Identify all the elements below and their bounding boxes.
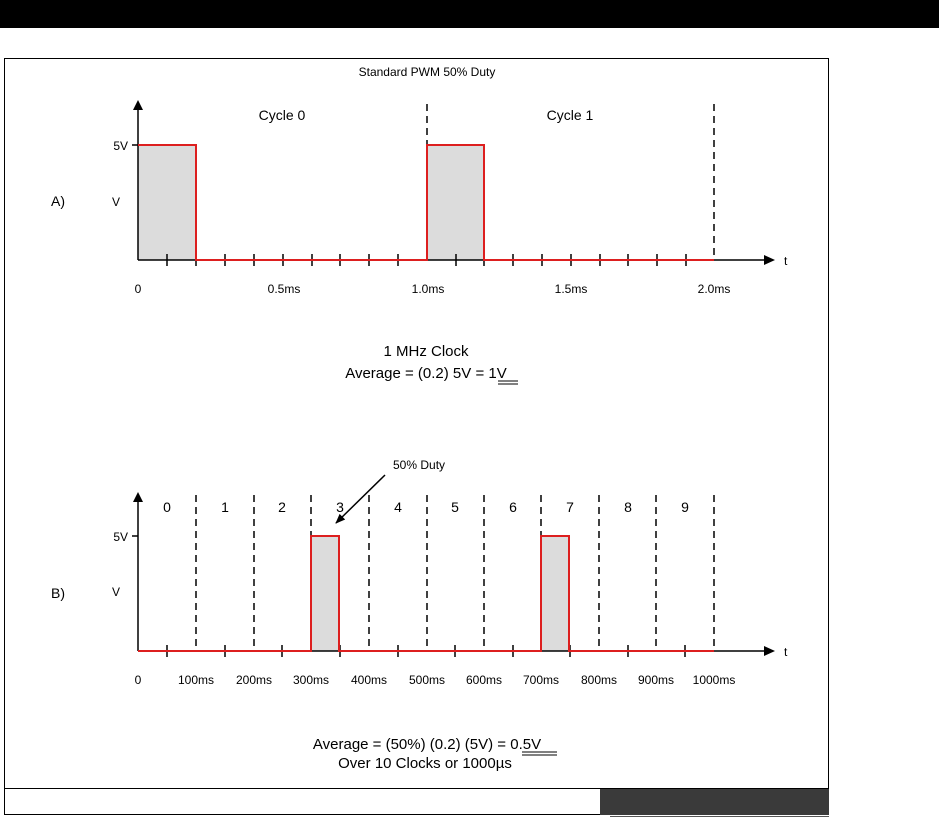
tick-label-b-7: 700ms: [522, 673, 560, 687]
tick-label-a-4: 2.0ms: [697, 282, 731, 296]
tick-label-a-1: 0.5ms: [267, 282, 301, 296]
cycle-separators-b: [196, 495, 714, 651]
tick-label-a-0: 0: [134, 282, 142, 296]
caption-b-result: 0.5V: [510, 736, 542, 753]
cycle-label-b-4: 4: [394, 499, 402, 515]
panel-a: [51, 100, 788, 384]
caption-a-line2: [345, 365, 507, 382]
tick-label-b-10: 1000ms: [692, 673, 736, 687]
y-axis-a-label: V: [112, 195, 121, 209]
cycle-label-b-1: 1: [221, 499, 229, 515]
caption-a-line2-prefix: Average = (0.2) 5V =: [345, 365, 489, 382]
tick-label-a-2: 1.0ms: [411, 282, 445, 296]
cycle-label-b-5: 5: [451, 499, 459, 515]
y-axis-b-label: V: [112, 585, 121, 599]
pulse-a-0-fill: [138, 145, 196, 260]
panel-b-label: B): [51, 585, 65, 601]
y-axis-a-arrow: [133, 100, 143, 110]
tick-label-b-5: 500ms: [408, 673, 446, 687]
cycle-label-b-3: 3: [336, 499, 344, 515]
tick-label-b-4: 400ms: [350, 673, 388, 687]
cycle-label-a-1: Cycle 1: [546, 107, 594, 123]
x-axis-b-arrow: [764, 646, 775, 656]
cycle-label-b-2: 2: [278, 499, 286, 515]
cycle-label-b-6: 6: [509, 499, 517, 515]
tick-label-b-2: 200ms: [235, 673, 273, 687]
caption-b-line2: Over 10 Clocks or 1000µs: [338, 755, 512, 772]
diagram-title: Standard PWM 50% Duty: [358, 65, 496, 79]
cycle-label-b-8: 8: [624, 499, 632, 515]
tick-label-b-9: 900ms: [637, 673, 675, 687]
tick-label-b-6: 600ms: [465, 673, 503, 687]
cycle-label-b-0: 0: [163, 499, 171, 515]
pulse-b-7-fill: [541, 536, 569, 651]
tick-label-b-0: 0: [134, 673, 142, 687]
caption-b-line1-prefix: Average = (50%) (0.2) (5V) =: [312, 736, 511, 753]
caption-a-line1: 1 MHz Clock: [383, 343, 469, 360]
level-label-b: 5V: [113, 530, 128, 544]
pwm-signal-a: [138, 145, 714, 260]
pwm-signal-b: [138, 536, 714, 651]
caption-a-result: 1V: [488, 365, 507, 382]
tick-label-b-3: 300ms: [292, 673, 330, 687]
cycle-label-a-0: Cycle 0: [258, 107, 306, 123]
y-axis-b-arrow: [133, 492, 143, 502]
pulse-b-3-fill: [311, 536, 339, 651]
level-label-a: 5V: [113, 139, 128, 153]
cycle-label-b-7: 7: [566, 499, 574, 515]
pulse-a-1-fill: [427, 145, 484, 260]
t-label-a: t: [784, 254, 788, 268]
tick-label-b-1: 100ms: [177, 673, 215, 687]
tick-label-a-3: 1.5ms: [554, 282, 588, 296]
panel-a-label: A): [51, 193, 65, 209]
x-axis-a-arrow: [764, 255, 775, 265]
cycle-label-b-9: 9: [681, 499, 689, 515]
tick-label-b-8: 800ms: [580, 673, 618, 687]
caption-b-line1: [313, 736, 541, 753]
panel-b: [51, 458, 788, 772]
duty-annotation-label: 50% Duty: [393, 458, 446, 472]
t-label-b: t: [784, 645, 788, 659]
